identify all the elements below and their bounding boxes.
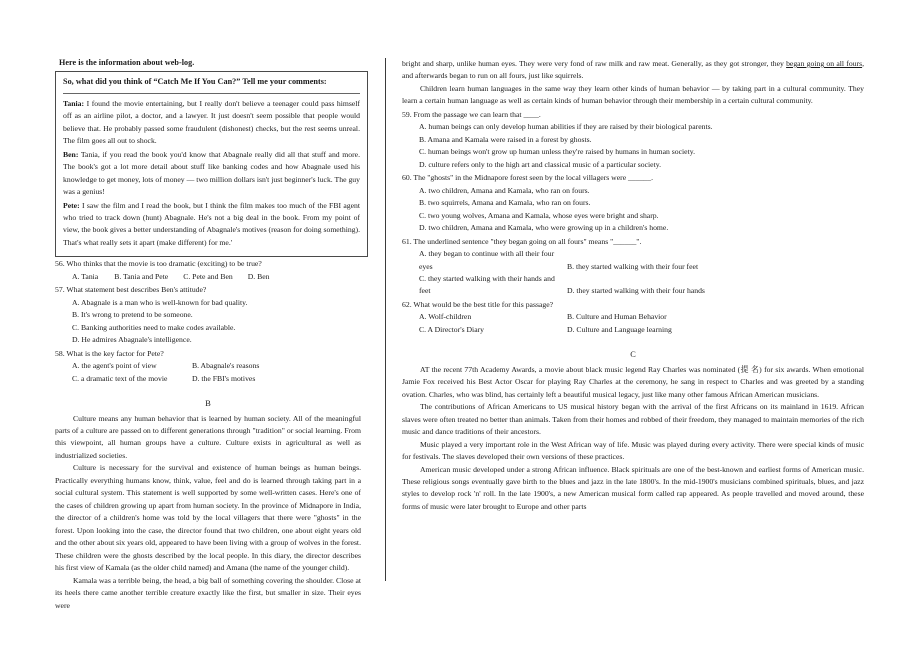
question-text: Who thinks that the movie is too dramatic (exciting) to be true?: [66, 259, 262, 269]
question-59-option-c[interactable]: C. human beings won't grow up human unless they're raised by humans in human society.: [419, 147, 695, 157]
question-60-option-a[interactable]: A. two children, Amana and Kamala, who ran on fours.: [419, 185, 590, 195]
question-56-stem: [55, 258, 361, 270]
question-58-stem: [55, 348, 361, 360]
text-segment: , and afterwards began to run on all fours, just like squirrels.: [402, 59, 864, 81]
question-59-option-b[interactable]: B. Amana and Kamala were raised in a forest by ghosts.: [419, 134, 592, 144]
weblog-box: [55, 71, 368, 257]
section-b-paragraph: Culture is necessary for the survival and existence of human beings as human beings. Practically everything humans know, think, value, feel and do is learned through taking part in a social cultural system. This statement is well supported by some well-written cases. Here's one of the cases of children growing up apart from human society. In the province of Midnapore in India, the director of a children's home was told by the local villagers that there were "ghosts" in the forest. Upon looking into the case, the director found that two children, one about eight years old and the other about six years old, appeared to have been living with a group of wolves in the forest. These children were the ghosts described by the local people. In this diary, the director describes his first view of Kamala (as the older child named) and Amana (the name of the younger child).: [55, 463, 361, 573]
option-d[interactable]: D. Culture and Language learning: [567, 324, 672, 334]
option-c[interactable]: C. A Director's Diary: [419, 324, 485, 334]
option-a[interactable]: A. they began to continue with all their four eyes: [419, 249, 555, 271]
question-number: 56.: [55, 259, 65, 269]
question-57-option-d[interactable]: D. He admires Abagnale's intelligence.: [72, 335, 192, 345]
question-number: 61.: [402, 236, 412, 246]
lead-line: Here is the information about web-log.: [59, 58, 195, 67]
section-b-paragraph: Culture means any human behavior that is learned by human society. All of the meaningful parts of a culture are passed on to different generations through "tradition" or social learning. From this viewpoint, all human groups have a culture. Culture exists in agricultural as well as industrialized societies.: [55, 413, 361, 460]
question-59-option-a[interactable]: A. human beings can only develop human abilities if they are raised by their biological parents.: [419, 122, 713, 132]
question-number: 59.: [402, 109, 412, 119]
option-b[interactable]: B. they started walking with their four feet: [567, 261, 699, 271]
question-57-option-c[interactable]: C. Banking authorities need to make codes available.: [72, 322, 236, 332]
comment-text: Tania, if you read the book you'd know that Abagnale really did all that stuff and more. The book's got a lot more detail about stuff like banking codes and how Abagnale used his knowledge to get money, lots of money — two million dollars isn't just beginner's luck. The guy was a genius!: [63, 149, 360, 197]
comment-tania: [63, 98, 360, 148]
section-c-paragraph: Music played a very important role in the West African way of life. Music was played during every activity. There were special kinds of music for festivals. The slaves developed their own versions of these practices.: [402, 439, 864, 462]
question-number: 62.: [402, 299, 412, 309]
question-62-options-row2: [402, 324, 864, 336]
option-a[interactable]: A. the agent's point of view: [72, 361, 157, 371]
question-number: 57.: [55, 285, 65, 295]
section-c-paragraph: The contributions of African Americans to US musical history began with the arrival of the first Africans on its mainland in 1619. African slaves were often treated no better than animals. Taken from their homes and robbed of their freedom, they managed to maintain memories of the rich music and dance traditions of their ancestors.: [402, 402, 864, 437]
left-column: [55, 58, 373, 612]
section-c-paragraph: American music developed under a strong African influence. Black spirituals are one of the best-known and earliest forms of American music. These religious songs eventually gave birth to the blues and jazz in the late 1800's. In the mid-1900's musicians combined spirituals, blues, and jazz styles to develop rock 'n' roll. In the late 1900's, a new American musical form called rap appeared. As people travelled and moved around, these forms of music were later brought to Europe and other parts: [402, 464, 864, 511]
option-a[interactable]: A. Wolf-children: [419, 312, 472, 322]
weblog-prompt: So, what did you think of “Catch Me If You Can?” Tell me your comments:: [63, 77, 327, 87]
question-58-options-row1: [55, 360, 361, 372]
underlined-phrase: began going on all fours: [786, 59, 863, 68]
question-text: What is the key factor for Pete?: [66, 348, 164, 358]
question-57-stem: [55, 284, 361, 296]
option-a[interactable]: A. Tania: [72, 271, 99, 281]
option-b[interactable]: B. Culture and Human Behavior: [567, 312, 667, 322]
two-column-layout: [55, 58, 864, 610]
section-c-paragraph: AT the recent 77th Academy Awards, a movie about black music legend Ray Charles was nominated (提 名) for six awards. When emotional Jamie Fox received his Best Actor Oscar for playing Ray Charles at the ceremony, he sang in respect to Charles and was greeted by a standing ovation. Charles, who was blind, has certainly left a beautiful musical legacy, just like many other famous African American musicians.: [402, 364, 864, 399]
question-60-option-d[interactable]: D. two children, Amana and Kamala, who were growing up in a children's home.: [419, 223, 669, 233]
option-d[interactable]: D. the FBI's motives: [192, 373, 256, 383]
question-text: The underlined sentence "they began going on all fours" means "______".: [413, 236, 642, 246]
section-b-continued-paragraph: [402, 58, 864, 83]
question-text: What statement best describes Ben's attitude?: [66, 285, 207, 295]
comment-ben: [63, 149, 360, 199]
section-b-paragraph: Kamala was a terrible being, the head, a big ball of something covering the shoulder. Close at its heels there came another terrible creature exactly like the first, but smaller in size. Their eyes were: [55, 575, 361, 610]
option-c[interactable]: C. they started walking with their hands and feet: [419, 273, 555, 296]
option-d[interactable]: D. they started walking with their four hands: [567, 286, 705, 296]
question-61-options-row1: [402, 248, 864, 273]
question-58-options-row2: [55, 373, 361, 385]
question-59-option-d[interactable]: D. culture refers only to the high art and classical music of a particular society.: [419, 159, 661, 169]
question-60-option-b[interactable]: B. two squirrels, Amana and Kamala, who ran on fours.: [419, 198, 591, 208]
question-57-option-b[interactable]: B. It's wrong to pretend to be someone.: [72, 310, 193, 320]
question-text: The "ghosts" in the Midnapore forest seen by the local villagers were ______.: [413, 173, 654, 183]
question-62-options-row1: [402, 311, 864, 323]
column-divider: [385, 58, 386, 581]
right-column: [400, 58, 864, 513]
section-c-letter: C: [630, 350, 636, 360]
comment-pete: [63, 200, 360, 250]
comment-text: I saw the film and I read the book, but I think the film makes too much of the FBI agent who tried to track down (hunt) Abagnale. He's not a big deal in the book. From my point of view, the book gives a better understanding of Abagnale's motives (reason for doing something). That's what really sets it apart (make different) for me.': [63, 200, 360, 247]
comment-speaker: Ben:: [63, 149, 79, 159]
question-number: 58.: [55, 348, 65, 358]
text-segment: bright and sharp, unlike human eyes. They were very fond of raw milk and raw meat. Generally, as they got stronger, they: [402, 59, 787, 68]
comment-speaker: Tania:: [63, 98, 85, 108]
option-c[interactable]: C. Pete and Ben: [183, 271, 233, 281]
question-60-stem: [402, 172, 864, 184]
question-59-stem: [402, 109, 864, 121]
question-61-options-row2: [402, 273, 864, 298]
option-c[interactable]: C. a dramatic text of the movie: [72, 373, 168, 383]
option-d[interactable]: D. Ben: [247, 271, 270, 281]
question-number: 60.: [402, 173, 412, 183]
section-b-letter: B: [205, 399, 211, 409]
question-text: What would be the best title for this passage?: [413, 299, 554, 309]
section-b-continued-paragraph: Children learn human languages in the same way they learn other kinds of human behavior — by taking part in a cultural community. They learn a certain human language as well as certain kinds of human behavior through their membership in a certain cultural community.: [402, 83, 864, 106]
question-56-options: [55, 271, 361, 283]
question-62-stem: [402, 299, 864, 311]
comment-text: I found the movie entertaining, but I really don't believe a teenager could pass himself off as an airline pilot, a doctor, and a lawyer. It just doesn't seem possible that people would believe that. He probably passed some fraudulent (dishonest) checks, but the rest seems unreal. The film goes all out to shock.: [63, 98, 360, 146]
weblog-divider: [63, 93, 360, 94]
option-b[interactable]: B. Tania and Pete: [114, 271, 169, 281]
option-b[interactable]: B. Abagnale's reasons: [192, 361, 260, 371]
comment-speaker: Pete:: [63, 200, 80, 210]
question-60-option-c[interactable]: C. two young wolves, Amana and Kamala, whose eyes were bright and sharp.: [419, 210, 659, 220]
question-57-option-a[interactable]: A. Abagnale is a man who is well-known for bad quality.: [72, 297, 248, 307]
question-text: From the passage we can learn that ____.: [413, 109, 541, 119]
question-61-stem: [402, 236, 864, 248]
